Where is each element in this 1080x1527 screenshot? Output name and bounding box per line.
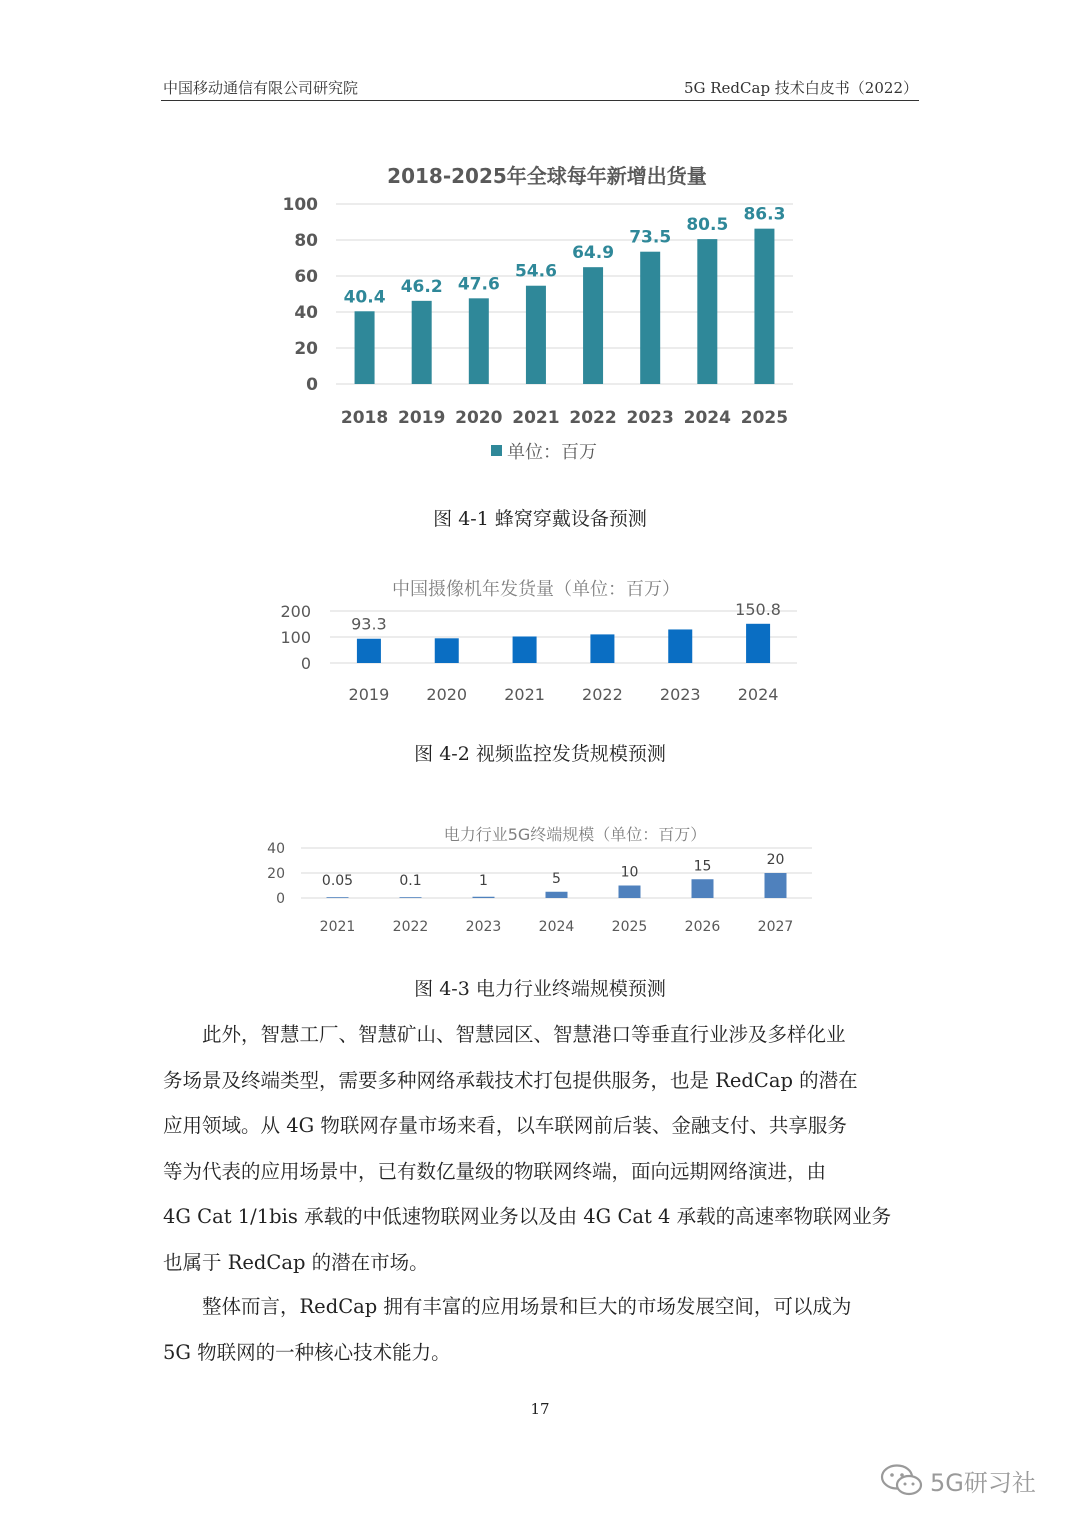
chart3-title: 电力行业5G终端规模（单位：百万） <box>443 825 707 844</box>
data-label: 20 <box>766 852 785 868</box>
bar <box>692 879 714 898</box>
page-number: 17 <box>530 1400 550 1418</box>
chart-power-industry-terminals <box>0 815 1080 945</box>
y-tick-label: 200 <box>280 601 311 621</box>
x-tick-label: 2023 <box>465 919 502 935</box>
x-tick-label: 2024 <box>683 408 731 428</box>
data-label: 10 <box>620 864 639 881</box>
x-tick-label: 2019 <box>398 408 446 428</box>
data-label: 15 <box>693 858 712 875</box>
data-label: 47.6 <box>457 274 500 295</box>
x-tick-label: 2024 <box>538 919 575 935</box>
bar <box>357 639 381 663</box>
header-right-title: 5G RedCap 技术白皮书（2022） <box>683 79 918 97</box>
data-label: 80.5 <box>686 215 729 236</box>
paragraph-line: 此外，智慧工厂、智慧矿山、智慧园区、智慧港口等垂直行业涉及多样化业 <box>163 1023 846 1046</box>
bar <box>412 301 432 384</box>
paragraph-line: 4G Cat 1/1bis 承载的中低速物联网业务以及由 4G Cat 4 承载的高速率物联网业务 <box>163 1205 892 1228</box>
bar <box>473 897 495 898</box>
bar <box>640 252 660 384</box>
bar <box>746 624 770 663</box>
figure-4-2-caption: 图 4-2 视频监控发货规模预测 <box>414 743 666 765</box>
x-tick-label: 2025 <box>740 408 789 428</box>
x-tick-label: 2024 <box>737 685 779 704</box>
y-tick-label: 100 <box>280 627 311 647</box>
x-tick-label: 2019 <box>348 685 390 704</box>
chart-camera-shipments <box>0 570 1080 710</box>
watermark <box>880 1462 1036 1498</box>
paragraph-summary <box>163 1284 919 1375</box>
bar <box>668 629 692 663</box>
bar <box>590 634 614 663</box>
chart-wearables-shipments <box>0 150 1080 480</box>
bar <box>435 638 459 663</box>
paragraph-line: 应用领域。从 4G 物联网存量市场来看，以车联网前后装、金融支付、共享服务 <box>163 1114 847 1137</box>
bar <box>400 897 422 898</box>
data-label: 0.1 <box>399 873 422 889</box>
x-tick-label: 2023 <box>626 408 674 428</box>
y-tick-label: 60 <box>294 267 318 288</box>
bar <box>513 636 537 663</box>
bar <box>327 897 349 898</box>
bar <box>583 267 603 384</box>
y-tick-label: 100 <box>282 195 318 216</box>
x-tick-label: 2022 <box>582 685 623 704</box>
data-label: 40.4 <box>343 287 386 308</box>
chart1-legend-label: 单位：百万 <box>507 442 597 463</box>
x-tick-label: 2022 <box>569 408 617 428</box>
x-tick-label: 2020 <box>426 685 468 704</box>
data-label: 64.9 <box>572 243 615 264</box>
paragraph-line: 等为代表的应用场景中，已有数亿量级的物联网终端，面向远期网络演进，由 <box>163 1159 827 1183</box>
bar <box>697 239 717 384</box>
y-tick-label: 0 <box>300 653 311 673</box>
chart2-title: 中国摄像机年发货量（单位：百万） <box>392 579 680 600</box>
bar <box>546 892 568 898</box>
y-tick-label: 0 <box>306 375 318 396</box>
data-label: 93.3 <box>351 614 387 634</box>
x-tick-label: 2018 <box>340 408 389 428</box>
x-tick-label: 2020 <box>455 408 503 428</box>
x-tick-label: 2021 <box>512 408 560 428</box>
chart1-legend-swatch <box>491 445 502 456</box>
x-tick-label: 2021 <box>504 685 545 704</box>
y-tick-label: 20 <box>267 866 285 883</box>
x-tick-label: 2023 <box>659 685 701 704</box>
paragraph-line: 5G 物联网的一种核心技术能力。 <box>163 1340 451 1364</box>
x-tick-label: 2026 <box>684 919 721 935</box>
paragraph-vertical-industries <box>163 1012 919 1285</box>
bar <box>754 229 774 384</box>
x-tick-label: 2027 <box>757 919 794 935</box>
x-tick-label: 2022 <box>392 919 429 935</box>
data-label: 5 <box>552 870 561 887</box>
header-left-title: 中国移动通信有限公司研究院 <box>163 79 359 97</box>
bar <box>355 311 375 384</box>
y-tick-label: 40 <box>267 841 285 858</box>
bar <box>619 886 641 899</box>
y-tick-label: 40 <box>294 303 318 324</box>
y-tick-label: 80 <box>294 231 318 252</box>
header-rule <box>161 100 919 101</box>
wechat-icon <box>880 1463 924 1497</box>
data-label: 46.2 <box>400 276 443 297</box>
x-tick-label: 2021 <box>319 919 356 935</box>
y-tick-label: 0 <box>276 891 285 908</box>
data-label: 0.05 <box>321 873 354 889</box>
data-label: 1 <box>479 873 488 889</box>
y-tick-label: 20 <box>294 339 318 360</box>
chart1-title: 2018-2025年全球每年新增出货量 <box>387 164 707 188</box>
figure-4-1-caption: 图 4-1 蜂窝穿戴设备预测 <box>433 508 647 530</box>
data-label: 86.3 <box>743 204 786 225</box>
chart1-legend <box>491 442 597 463</box>
data-label: 73.5 <box>629 227 672 248</box>
bar <box>765 873 787 898</box>
bar <box>526 286 546 384</box>
paragraph-line: 也属于 RedCap 的潜在市场。 <box>163 1250 429 1274</box>
data-label: 54.6 <box>514 261 557 282</box>
watermark-text: 5G研习社 <box>930 1468 1036 1497</box>
figure-4-3-caption: 图 4-3 电力行业终端规模预测 <box>414 978 666 1000</box>
paragraph-line: 整体而言，RedCap 拥有丰富的应用场景和巨大的市场发展空间，可以成为 <box>163 1295 852 1318</box>
data-label: 150.8 <box>735 599 781 619</box>
paragraph-line: 务场景及终端类型，需要多种网络承载技术打包提供服务，也是 RedCap 的潜在 <box>163 1068 858 1092</box>
x-tick-label: 2025 <box>611 919 648 935</box>
bar <box>469 298 489 384</box>
